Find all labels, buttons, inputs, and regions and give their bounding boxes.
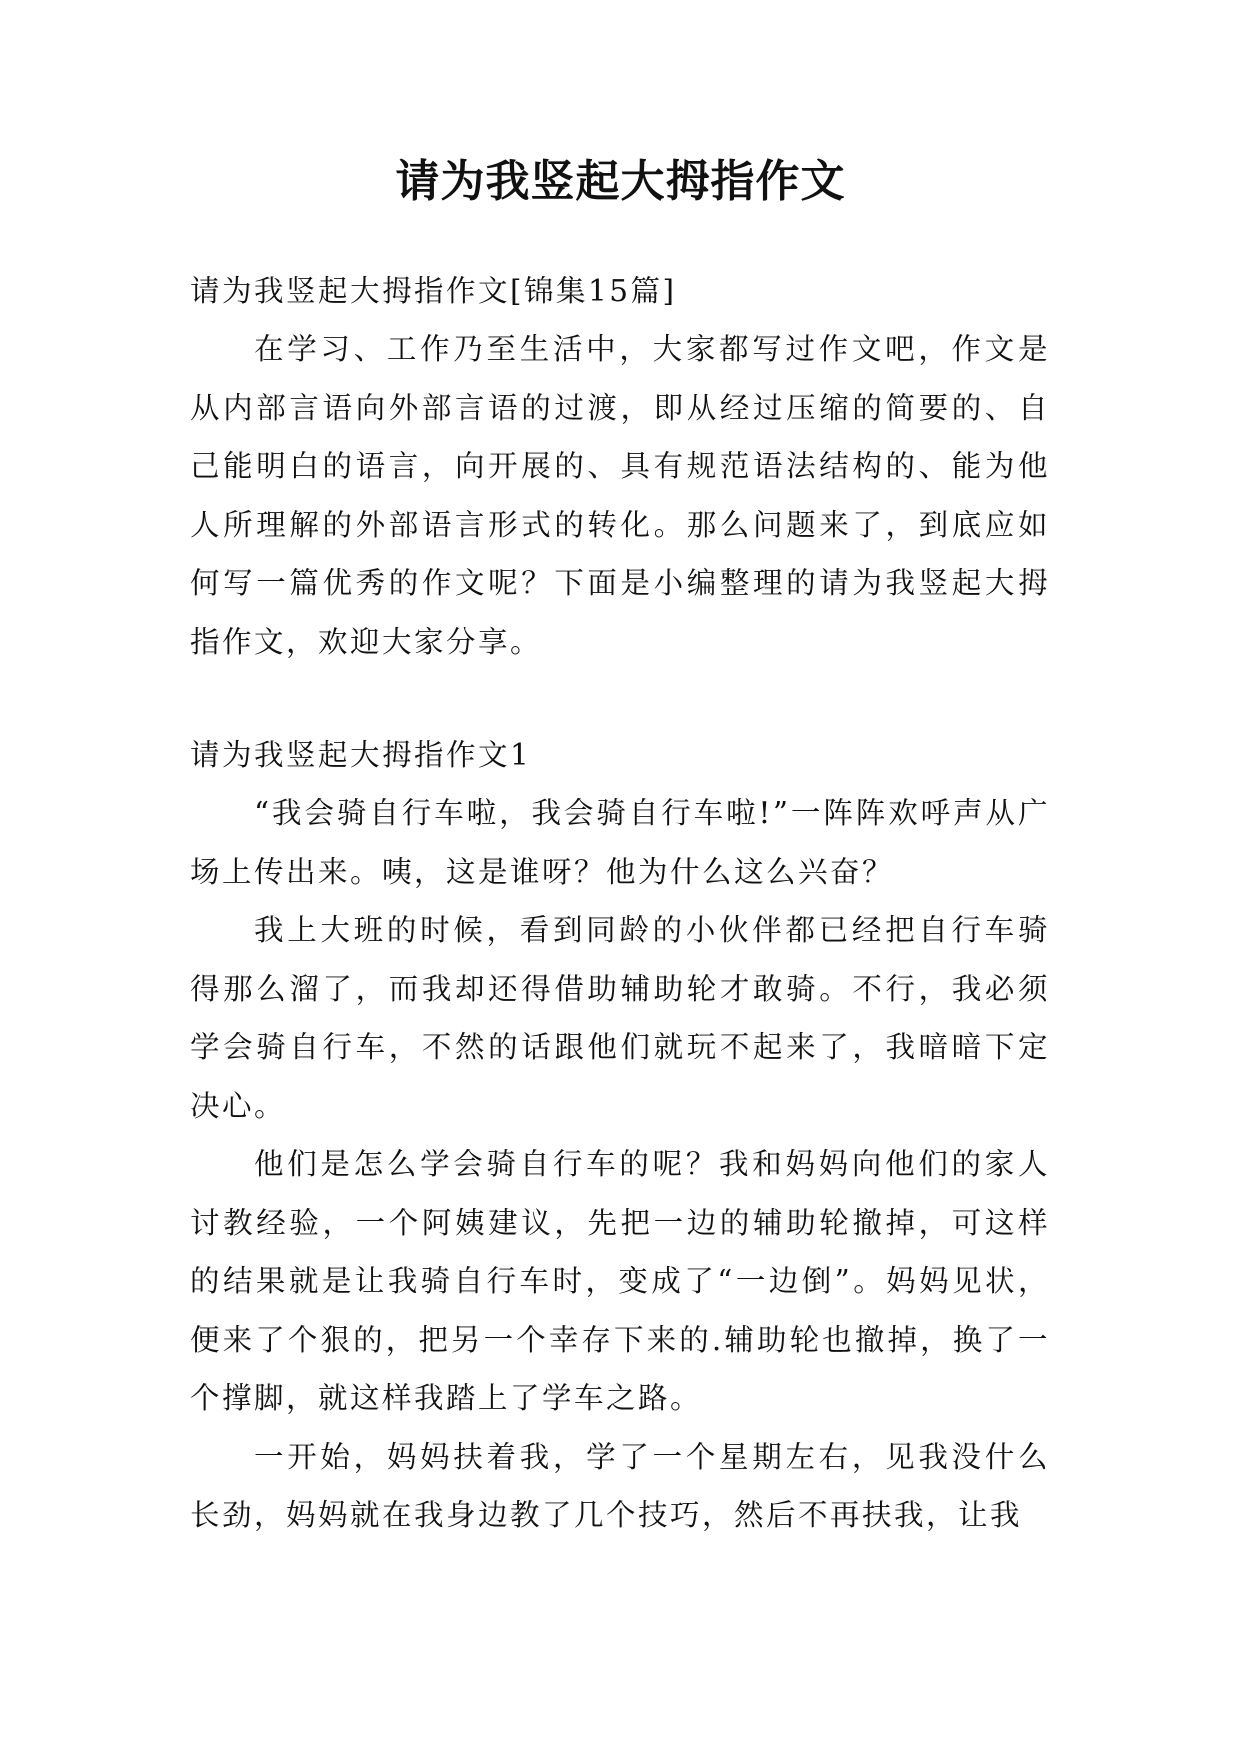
section-spacer xyxy=(190,671,1050,726)
document-title: 请为我竖起大拇指作文 xyxy=(395,156,846,207)
intro-paragraph: 在学习、工作乃至生活中，大家都写过作文吧，作文是从内部言语向外部言语的过渡，即从经过压缩的简要的、自己能明白的语言，向开展的、具有规范语法结构的、能为他人所理解的外部语言形式的转化。那么问题来了，到底应如何写一篇优秀的作文呢？下面是小编整理的请为我竖起大拇指作文，欢迎大家分享。 xyxy=(190,332,1050,659)
body-paragraph: 一开始，妈妈扶着我，学了一个星期左右，见我没什么长劲，妈妈就在我身边教了几个技巧，然后不再扶我，让我 xyxy=(190,1439,1050,1532)
document-body xyxy=(190,262,1050,1545)
body-paragraph: 他们是怎么学会骑自行车的呢？我和妈妈向他们的家人讨教经验，一个阿姨建议，先把一边的辅助轮撤掉，可这样的结果就是让我骑自行车时，变成了“一边倒”。妈妈见状，便来了个狠的，把另一个幸存下来的.辅助轮也撤掉，换了一个撑脚，就这样我踏上了学车之路。 xyxy=(190,1147,1050,1415)
body-paragraph: “我会骑自行车啦，我会骑自行车啦!”一阵阵欢呼声从广场上传出来。咦，这是谁呀？他为什么这么兴奋？ xyxy=(190,796,1050,889)
section-heading: 请为我竖起大拇指作文1 xyxy=(190,738,532,772)
body-paragraph: 我上大班的时候，看到同龄的小伙伴都已经把自行车骑得那么溜了，而我却还得借助辅助轮才敢骑。不行，我必须学会骑自行车，不然的话跟他们就玩不起来了，我暗暗下定决心。 xyxy=(190,913,1050,1123)
document-subtitle: 请为我竖起大拇指作文[锦集15篇] xyxy=(190,274,677,308)
